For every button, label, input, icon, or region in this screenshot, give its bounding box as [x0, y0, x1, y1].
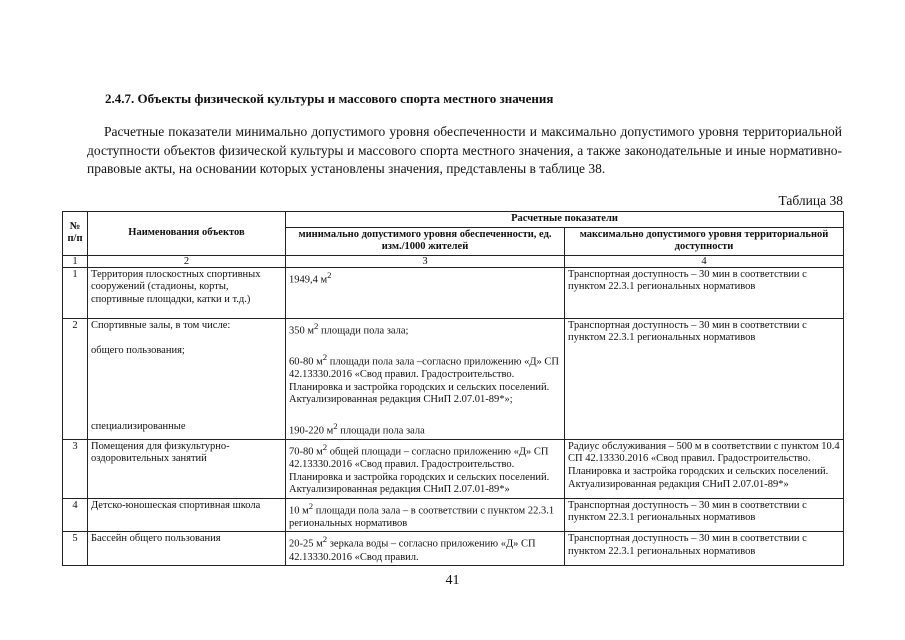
row-name: Помещения для физкультурно-оздоровительных занятий	[88, 439, 286, 498]
row-name: Бассейн общего пользования	[88, 532, 286, 566]
header-group: Расчетные показатели	[286, 212, 844, 228]
row-num: 4	[63, 498, 88, 532]
row-name: Детско-юношеская спортивная школа	[88, 498, 286, 532]
indicators-table	[62, 211, 844, 566]
row-min: 20-25 $м^2$ зеркала воды – согласно приложению «Д» СП 42.13330.2016 «Свод правил.	[286, 532, 565, 566]
row-num: 3	[63, 439, 88, 498]
header-name: Наименования объектов	[88, 212, 286, 256]
table-row	[63, 439, 844, 498]
table-row	[63, 532, 844, 566]
header-max: максимально допустимого уровня территориальной доступности	[565, 227, 844, 255]
row-num: 5	[63, 532, 88, 566]
col-number: 4	[565, 255, 844, 267]
table-caption: Таблица 38	[778, 193, 843, 208]
row-min: 350 $м^2$ площади пола зала; 60-80 $м^2$ площади пола зала –согласно приложению «Д» СП 42.13330.2016 «Свод правил. Градостроительство. Планировка и застройка городских и сельских поселений. Актуализированная редакция СНиП 2.07.01-89*»; 190-220 $м^2$ площади пола зала	[286, 318, 565, 439]
header-min: минимально допустимого уровня обеспеченности, ед. изм./1000 жителей	[286, 227, 565, 255]
row-max: Транспортная доступность – 30 мин в соответствии с пунктом 22.3.1 региональных нормативов	[565, 318, 844, 439]
table-row	[63, 498, 844, 532]
row-num: 1	[63, 267, 88, 318]
row-max: Транспортная доступность – 30 мин в соответствии с пунктом 22.3.1 региональных нормативов	[565, 532, 844, 566]
col-number: 1	[63, 255, 88, 267]
row-name-sub: общего пользования;	[91, 345, 185, 357]
row-min: 10 $м^2$ площади пола зала – в соответствии с пунктом 22.3.1 региональных нормативов	[286, 498, 565, 532]
table-row	[63, 318, 844, 439]
row-max: Транспортная доступность – 30 мин в соответствии с пунктом 22.3.1 региональных нормативов	[565, 267, 844, 318]
table-header-row	[63, 212, 844, 228]
row-min: 70-80 $м^2$ общей площади – согласно приложению «Д» СП 42.13330.2016 «Свод правил. Градостроительство. Планировка и застройка городских и сельских поселений. Актуализированная редакция СНиП 2.07.01-89*»	[286, 439, 565, 498]
column-number-row	[63, 255, 844, 267]
table-row	[63, 267, 844, 318]
row-name	[88, 318, 286, 439]
col-number: 2	[88, 255, 286, 267]
row-min: 1949,4 $м^2$	[286, 267, 565, 318]
section-heading: 2.4.7. Объекты физической культуры и массового спорта местного значения	[105, 91, 554, 106]
row-name: Территория плоскостных спортивных сооружений (стадионы, корты, спортивные площадки, катки и т.д.)	[88, 267, 286, 318]
row-max: Транспортная доступность – 30 мин в соответствии с пунктом 22.3.1 региональных нормативов	[565, 498, 844, 532]
col-number: 3	[286, 255, 565, 267]
row-name-sub: специализированные	[91, 420, 186, 432]
intro-paragraph: Расчетные показатели минимально допустимого уровня обеспеченности и максимально допустимого уровня территориальной доступности объектов физической культуры и массового спорта местного значения, а также законодательные и иные нормативно-правовые акты, на основании которых установлены значения, представлены в таблице 38.	[87, 124, 842, 176]
row-max: Радиус обслуживания – 500 м в соответствии с пунктом 10.4 СП 42.13330.2016 «Свод правил. Градостроительство. Планировка и застройка городских и сельских поселений. Актуализированная редакция СНиП 2.07.01-89*»	[565, 439, 844, 498]
page-number: 41	[445, 573, 460, 588]
header-num: № п/п	[63, 212, 88, 256]
row-name-main: Спортивные залы, в том числе:	[91, 319, 231, 331]
row-num: 2	[63, 318, 88, 439]
